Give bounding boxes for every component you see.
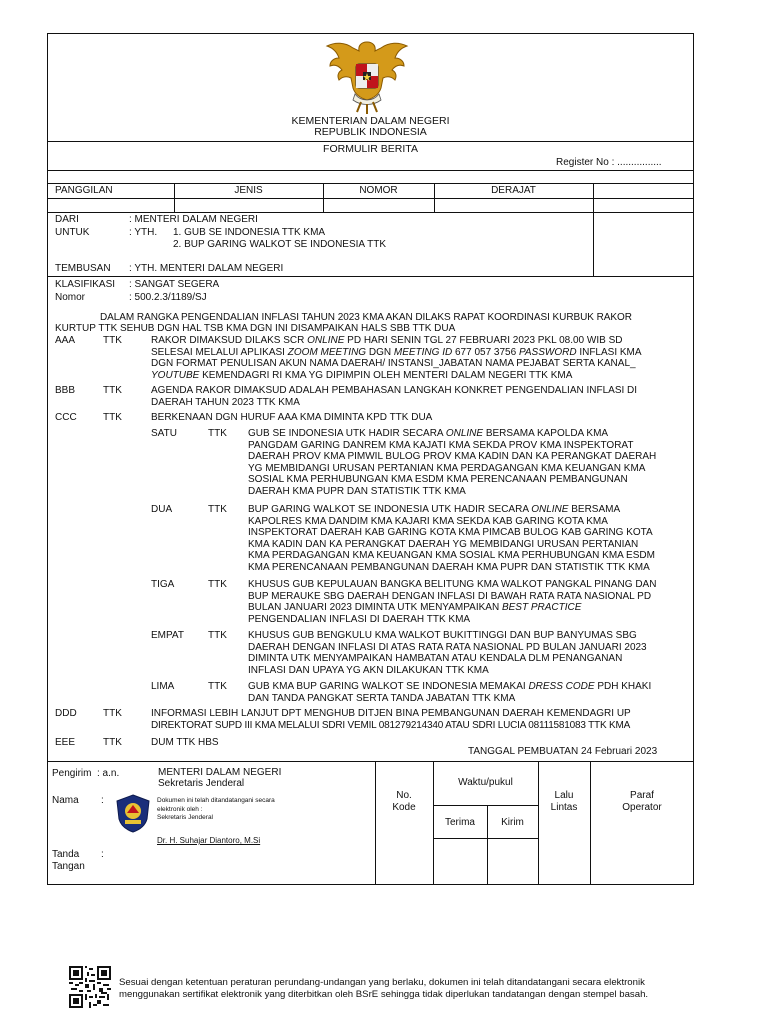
cell-divider — [590, 761, 591, 885]
ddd-line-2: DIREKTORAT SUPD III KMA MELALUI SDRI VEMIL 081279214340 ATAU SDRI LUCIA 08111581083 TTK KMA — [151, 719, 631, 731]
col-nomor: NOMOR — [359, 185, 398, 196]
republic-name: REPUBLIK INDONESIA — [314, 126, 427, 138]
bsre-line: menggunakan sertifikat elektronik yang diterbitkan oleh BSrE sehingga tidak diperlukan tandatangan dengan stempel basah. — [119, 989, 649, 1000]
tanda-label: Tanda — [52, 849, 80, 860]
pengirim-label: Pengirim — [52, 768, 92, 779]
dua-line: BUP GARING WALKOT SE INDONESIA UTK HADIR SECARA ONLINE BERSAMA — [248, 504, 621, 515]
nomor-value: : 500.2.3/1189/SJ — [129, 292, 207, 303]
cell-divider — [538, 761, 539, 885]
tangan-label: Tangan — [52, 861, 85, 872]
sig-note-line: elektronik oleh : — [157, 805, 203, 813]
bbb-ttk: TTK — [103, 385, 122, 396]
ddd-ttk: TTK — [103, 708, 122, 719]
intro-line-1: DALAM RANGKA PENGENDALIAN INFLASI TAHUN 2023 KMA AKAN DILAKS RAPAT KOORDINASI KURBUK RAKOR — [100, 312, 632, 323]
sender-name: MENTERI DALAM NEGERI — [158, 767, 282, 778]
signature-note — [157, 797, 275, 823]
nomor-label: Nomor — [55, 292, 86, 303]
dua-line: KMA PERENCANAAN PEMBANGUNAN DAERAH KMA PUPR DAN STATISTIK TTK KMA — [248, 561, 650, 573]
ddd-line-1: INFORMASI LEBIH LANJUT DPT MENGHUB DITJEN BINA PEMBANGUNAN DAERAH KEMENDAGRI UP — [151, 708, 631, 719]
satu-ttk: TTK — [208, 428, 227, 439]
untuk-recipient-2: 2. BUP GARING WALKOT SE INDONESIA TTK — [173, 239, 387, 250]
nama-colon: : — [101, 795, 104, 806]
divider — [47, 276, 694, 277]
kode-label: Kode — [392, 802, 416, 813]
tanda-colon: : — [101, 849, 104, 860]
terima-label: Terima — [444, 817, 475, 828]
divider — [47, 198, 694, 199]
pengirim-an: : a.n. — [97, 768, 120, 779]
divider — [47, 170, 694, 171]
tembusan-value: : YTH. MENTERI DALAM NEGERI — [129, 263, 284, 274]
creation-date: TANGGAL PEMBUATAN 24 Februari 2023 — [468, 746, 658, 757]
divider — [47, 212, 694, 213]
register-number: Register No : ................ — [556, 157, 662, 168]
aaa-label: AAA — [55, 335, 76, 346]
kirim-label: Kirim — [501, 817, 524, 828]
dari-value: : MENTERI DALAM NEGERI — [129, 214, 258, 225]
bbb-label: BBB — [55, 385, 76, 396]
sig-note-line: Dokumen ini telah ditandatangani secara — [157, 797, 275, 804]
dua-line: KMA PERDAGANGAN KMA KEUANGAN KMA SOSIAL KMA PERHUBUNGAN KMA ESDM — [248, 550, 655, 561]
empat-line: DIMINTA UTK MENYAMPAIKAN HAMBATAN ATAU KENDALA DLM PENANGANAN — [248, 653, 623, 664]
waktu-label: Waktu/pukul — [458, 777, 513, 788]
lima-line: DAN TANDA PANGKAT SERTA TANDA JABATAN TTK KMA — [248, 692, 516, 704]
aaa-paragraph — [151, 335, 679, 381]
tiga-paragraph — [248, 579, 679, 625]
satu-line: YG MEMBIDANGI URUSAN PERTANIAN KMA PERDAGANGAN KMA KEUANGAN KMA — [248, 462, 646, 474]
bbb-line-2: DAERAH TAHUN 2023 TTK KMA — [151, 396, 300, 408]
satu-line: GUB SE INDONESIA UTK HADIR SECARA ONLINE BERSAMA KAPOLDA KMA — [248, 428, 609, 439]
ccc-text: BERKENAAN DGN HURUF AAA KMA DIMINTA KPD TTK DUA — [151, 412, 433, 423]
dari-label: DARI — [55, 214, 79, 225]
aaa-line-3: DGN FORMAT PENULISAN AKUN NAMA DAERAH/ INSTANSI_JABATAN NAMA PEJABAT SERTA KANAL_ — [151, 358, 636, 369]
bbb-paragraph — [151, 385, 679, 408]
paraf-label: Paraf — [630, 790, 654, 801]
aaa-line-2: SELESAI MELALUI APLIKASI ZOOM MEETING DGN MEETING ID 677 057 3756 PASSWORD INFLASI KMA — [151, 346, 642, 358]
satu-label: SATU — [151, 428, 177, 439]
eee-ttk: TTK — [103, 737, 122, 748]
aaa-line-4: YOUTUBE KEMENDAGRI RI KMA YG DIPIMPIN OLEH MENTERI DALAM NEGERI TTK KMA — [151, 369, 573, 381]
eee-label: EEE — [55, 737, 76, 748]
dua-line: KAPOLRES KMA DANDIM KMA KAJARI KMA SEKDA KAB GARING KOTA KMA — [248, 515, 608, 527]
no-label: No. — [396, 790, 412, 801]
aaa-line-1: RAKOR DIMAKSUD DILAKS SCR ONLINE PD HARI SENIN TGL 27 FEBRUARI 2023 PKL 08.00 WIB SD — [151, 335, 623, 346]
tiga-label: TIGA — [151, 579, 175, 590]
operator-label: Operator — [622, 802, 662, 813]
lima-line: GUB KMA BUP GARING WALKOT SE INDONESIA MEMAKAI DRESS CODE PDH KHAKI — [248, 681, 652, 692]
divider — [47, 183, 694, 184]
lima-ttk: TTK — [208, 681, 227, 692]
tiga-line: BULAN JANUARI 2023 DIMINTA UTK MENYAMPAIKAN BEST PRACTICE — [248, 602, 582, 613]
ddd-paragraph — [151, 708, 679, 731]
nama-label: Nama — [52, 795, 79, 806]
lalu-label: Lalu — [554, 790, 574, 801]
dua-line: INSPEKTORAT DAERAH KAB GARING KOTA KMA PIMCAB BULOG KAB GARING KOTA — [248, 527, 653, 538]
divider — [47, 761, 694, 762]
form-title: FORMULIR BERITA — [323, 143, 418, 155]
bsre-line: Sesuai dengan ketentuan peraturan perundang-undangan yang berlaku, dokumen ini telah ditandatangani secara elektronik — [119, 977, 645, 988]
empat-paragraph — [248, 630, 679, 676]
sig-note-line: Sekretaris Jenderal — [157, 814, 213, 821]
lima-label: LIMA — [151, 681, 175, 692]
tiga-ttk: TTK — [208, 579, 227, 590]
tiga-line: BUP MERAUKE SBG DAERAH DENGAN INFLASI DI BAWAH RATA RATA NASIONAL PD — [248, 590, 652, 602]
divider — [433, 838, 538, 839]
garuda-emblem-icon — [325, 36, 409, 116]
col-jenis: JENIS — [234, 185, 263, 196]
satu-line: SOSIAL KMA PERHUBUNGAN KMA ESDM KMA PERENCANAAN PEMBANGUNAN — [248, 474, 628, 485]
satu-paragraph — [248, 428, 679, 497]
divider — [433, 805, 538, 806]
qr-code-icon[interactable] — [69, 966, 111, 1008]
klasifikasi-value: : SANGAT SEGERA — [129, 279, 220, 290]
bbb-line-1: AGENDA RAKOR DIMAKSUD ADALAH PEMBAHASAN LANGKAH KONKRET PENGENDALIAN INFLASI DI — [151, 385, 638, 396]
dua-ttk: TTK — [208, 504, 227, 515]
empat-line: DAERAH DENGAN INFLASI DI ATAS RATA RATA NASIONAL PD BULAN JANUARI 2023 — [248, 641, 647, 653]
cell-divider — [593, 183, 594, 276]
tembusan-label: TEMBUSAN — [55, 263, 111, 274]
untuk-recipient-1: 1. GUB SE INDONESIA TTK KMA — [173, 227, 326, 238]
ccc-ttk: TTK — [103, 412, 122, 423]
untuk-label: UNTUK — [55, 227, 90, 238]
lima-paragraph — [248, 681, 679, 704]
klasifikasi-label: KLASIFIKASI — [55, 279, 116, 290]
empat-ttk: TTK — [208, 630, 227, 641]
divider — [47, 141, 694, 142]
untuk-yth: : YTH. — [129, 227, 158, 238]
dua-label: DUA — [151, 504, 173, 515]
satu-line: DAERAH KMA PUPR DAN STATISTIK TTK KMA — [248, 485, 466, 497]
lintas-label: Lintas — [550, 802, 578, 813]
ministry-name: KEMENTERIAN DALAM NEGERI — [291, 115, 450, 127]
aaa-ttk: TTK — [103, 335, 122, 346]
kemendagri-seal-icon — [113, 793, 153, 833]
tiga-line: PENGENDALIAN INFLASI DI DAERAH TTK KMA — [248, 613, 471, 625]
intro-line-2: KURTUP TTK SEHUB DGN HAL TSB KMA DGN INI DISAMPAIKAN HALS SBB TTK DUA — [55, 323, 456, 334]
tiga-line: KHUSUS GUB KEPULAUAN BANGKA BELITUNG KMA WALKOT PANGKAL PINANG DAN — [248, 579, 657, 590]
cell-divider — [375, 761, 376, 885]
empat-line: KHUSUS GUB BENGKULU KMA WALKOT BUKITTINGGI DAN BUP BANYUMAS SBG — [248, 630, 637, 641]
dua-paragraph — [248, 504, 679, 573]
sender-title: Sekretaris Jenderal — [158, 778, 245, 789]
col-derajat: DERAJAT — [491, 185, 536, 196]
satu-line: PANGDAM GARING DANREM KMA KAJATI KMA SEKDA PROV KMA INSPEKTORAT — [248, 439, 634, 451]
empat-line: INFLASI DAN UPAYA YG AKN DILAKUKAN TTK KMA — [248, 664, 489, 676]
bsre-notice — [119, 977, 648, 1001]
empat-label: EMPAT — [151, 630, 184, 641]
ccc-label: CCC — [55, 412, 77, 423]
signer-name: Dr. H. Suhajar Diantoro, M.Si — [157, 836, 261, 845]
col-panggilan: PANGGILAN — [55, 185, 113, 196]
eee-text: DUM TTK HBS — [151, 737, 219, 748]
dua-line: KMA KADIN DAN KA PERANGKAT DAERAH YG MEMBIDANGI URUSAN PERTANIAN — [248, 538, 639, 550]
satu-line: DAERAH PROV KMA PIMWIL BULOG PROV KMA KADIN DAN KA PERANGKAT DAERAH — [248, 451, 657, 462]
ddd-label: DDD — [55, 708, 77, 719]
